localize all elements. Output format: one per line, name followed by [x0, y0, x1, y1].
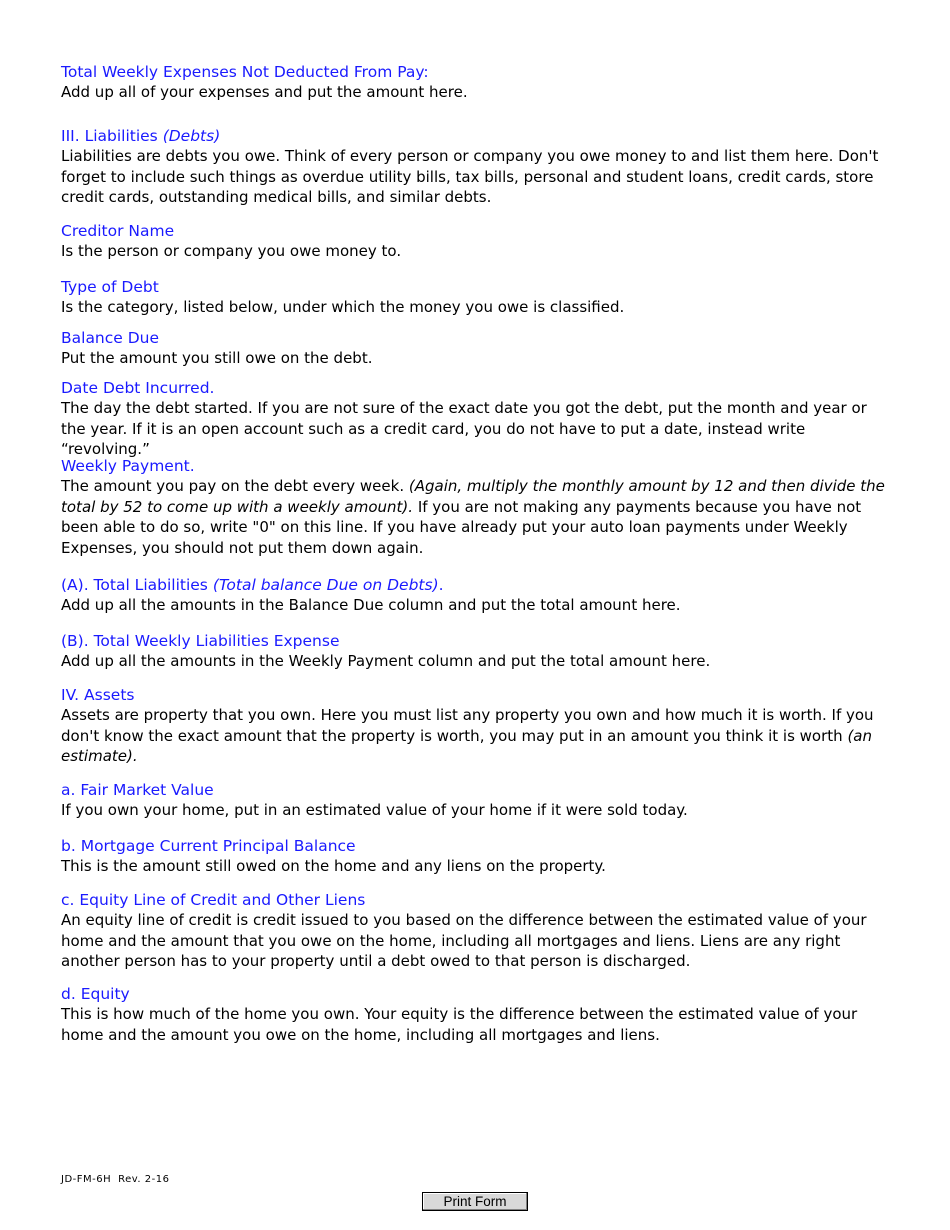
section-weekly-payment — [61, 456, 891, 575]
total-liabilities-text: Add up all the amounts in the Balance Due column and put the total amount here. — [61, 596, 681, 614]
balance-due-heading: Balance Due — [61, 329, 160, 347]
section-total-liabilities — [61, 575, 891, 631]
assets-heading: IV. Assets — [61, 686, 135, 704]
fair-market-value-heading: a. Fair Market Value — [61, 781, 214, 799]
section-equity-line — [61, 890, 891, 984]
total-weekly-liabilities-heading: (B). Total Weekly Liabilities Expense — [61, 632, 340, 650]
liabilities-heading: III. Liabilities (Debts) — [61, 127, 221, 145]
section-creditor-name — [61, 221, 891, 277]
equity-line-text: An equity line of credit is credit issued to you based on the difference between the estimated value of your home and the amount that you owe on the home, including all mortgages and liens. Liens are any right another person has to your property until a debt owed to that person is discharged. — [61, 911, 867, 970]
weekly-payment-text: The amount you pay on the debt every week. (Again, multiply the monthly amount by 12 and then divide the total by 52 to come up with a weekly amount). If you are not making any payments because you have not been able to do so, write "0" on this line. If you have already put your auto loan payments under Weekly Expenses, you should not put them down again. — [61, 477, 885, 557]
equity-line-heading: c. Equity Line of Credit and Other Liens — [61, 891, 366, 909]
equity-text: This is how much of the home you own. Your equity is the difference between the estimated value of your home and the amount you owe on the home, including all mortgages and liens. — [61, 1005, 858, 1044]
weekly-expenses-text: Add up all of your expenses and put the amount here. — [61, 83, 468, 101]
date-incurred-text: The day the debt started. If you are not sure of the exact date you got the debt, put the month and year or the year. If it is an open account such as a credit card, you do not have to put a date, instead write “revolving.” — [61, 399, 867, 458]
liabilities-text: Liabilities are debts you owe. Think of every person or company you owe money to and list them here. Don't forget to include such things as overdue utility bills, tax bills, personal and student loans, credit cards, store credit cards, outstanding medical bills, and similar debts. — [61, 147, 879, 206]
total-liabilities-heading: (A). Total Liabilities (Total balance Due on Debts). — [61, 576, 444, 594]
assets-text: Assets are property that you own. Here you must list any property you own and how much it is worth. If you don't know the exact amount that the property is worth, you may put in an amount you think it is worth (an estimate). — [61, 706, 874, 765]
form-revision: Rev. 2-16 — [118, 1174, 170, 1185]
section-type-of-debt — [61, 277, 891, 328]
type-of-debt-text: Is the category, listed below, under which the money you owe is classified. — [61, 298, 625, 316]
form-id: JD-FM-6H — [61, 1174, 112, 1185]
form-footer — [61, 1174, 170, 1185]
balance-due-text: Put the amount you still owe on the debt. — [61, 349, 373, 367]
instructions-content — [61, 62, 891, 1045]
total-weekly-liabilities-text: Add up all the amounts in the Weekly Payment column and put the total amount here. — [61, 652, 711, 670]
section-equity — [61, 984, 891, 1045]
date-incurred-heading: Date Debt Incurred. — [61, 379, 215, 397]
mortgage-balance-heading: b. Mortgage Current Principal Balance — [61, 837, 356, 855]
section-assets — [61, 685, 891, 780]
section-weekly-expenses — [61, 62, 891, 126]
creditor-name-text: Is the person or company you owe money to. — [61, 242, 402, 260]
weekly-expenses-heading: Total Weekly Expenses Not Deducted From Pay: — [61, 63, 429, 81]
weekly-payment-heading: Weekly Payment. — [61, 457, 195, 475]
section-date-incurred — [61, 378, 891, 456]
section-total-weekly-liabilities — [61, 631, 891, 685]
type-of-debt-heading: Type of Debt — [61, 278, 159, 296]
section-balance-due — [61, 328, 891, 378]
fair-market-value-text: If you own your home, put in an estimated value of your home if it were sold today. — [61, 801, 688, 819]
section-fair-market-value — [61, 780, 891, 836]
equity-heading: d. Equity — [61, 985, 130, 1003]
section-mortgage-balance — [61, 836, 891, 890]
section-liabilities — [61, 126, 891, 221]
mortgage-balance-text: This is the amount still owed on the home and any liens on the property. — [61, 857, 606, 875]
print-form-button[interactable]: Print Form — [422, 1192, 528, 1211]
creditor-name-heading: Creditor Name — [61, 222, 175, 240]
